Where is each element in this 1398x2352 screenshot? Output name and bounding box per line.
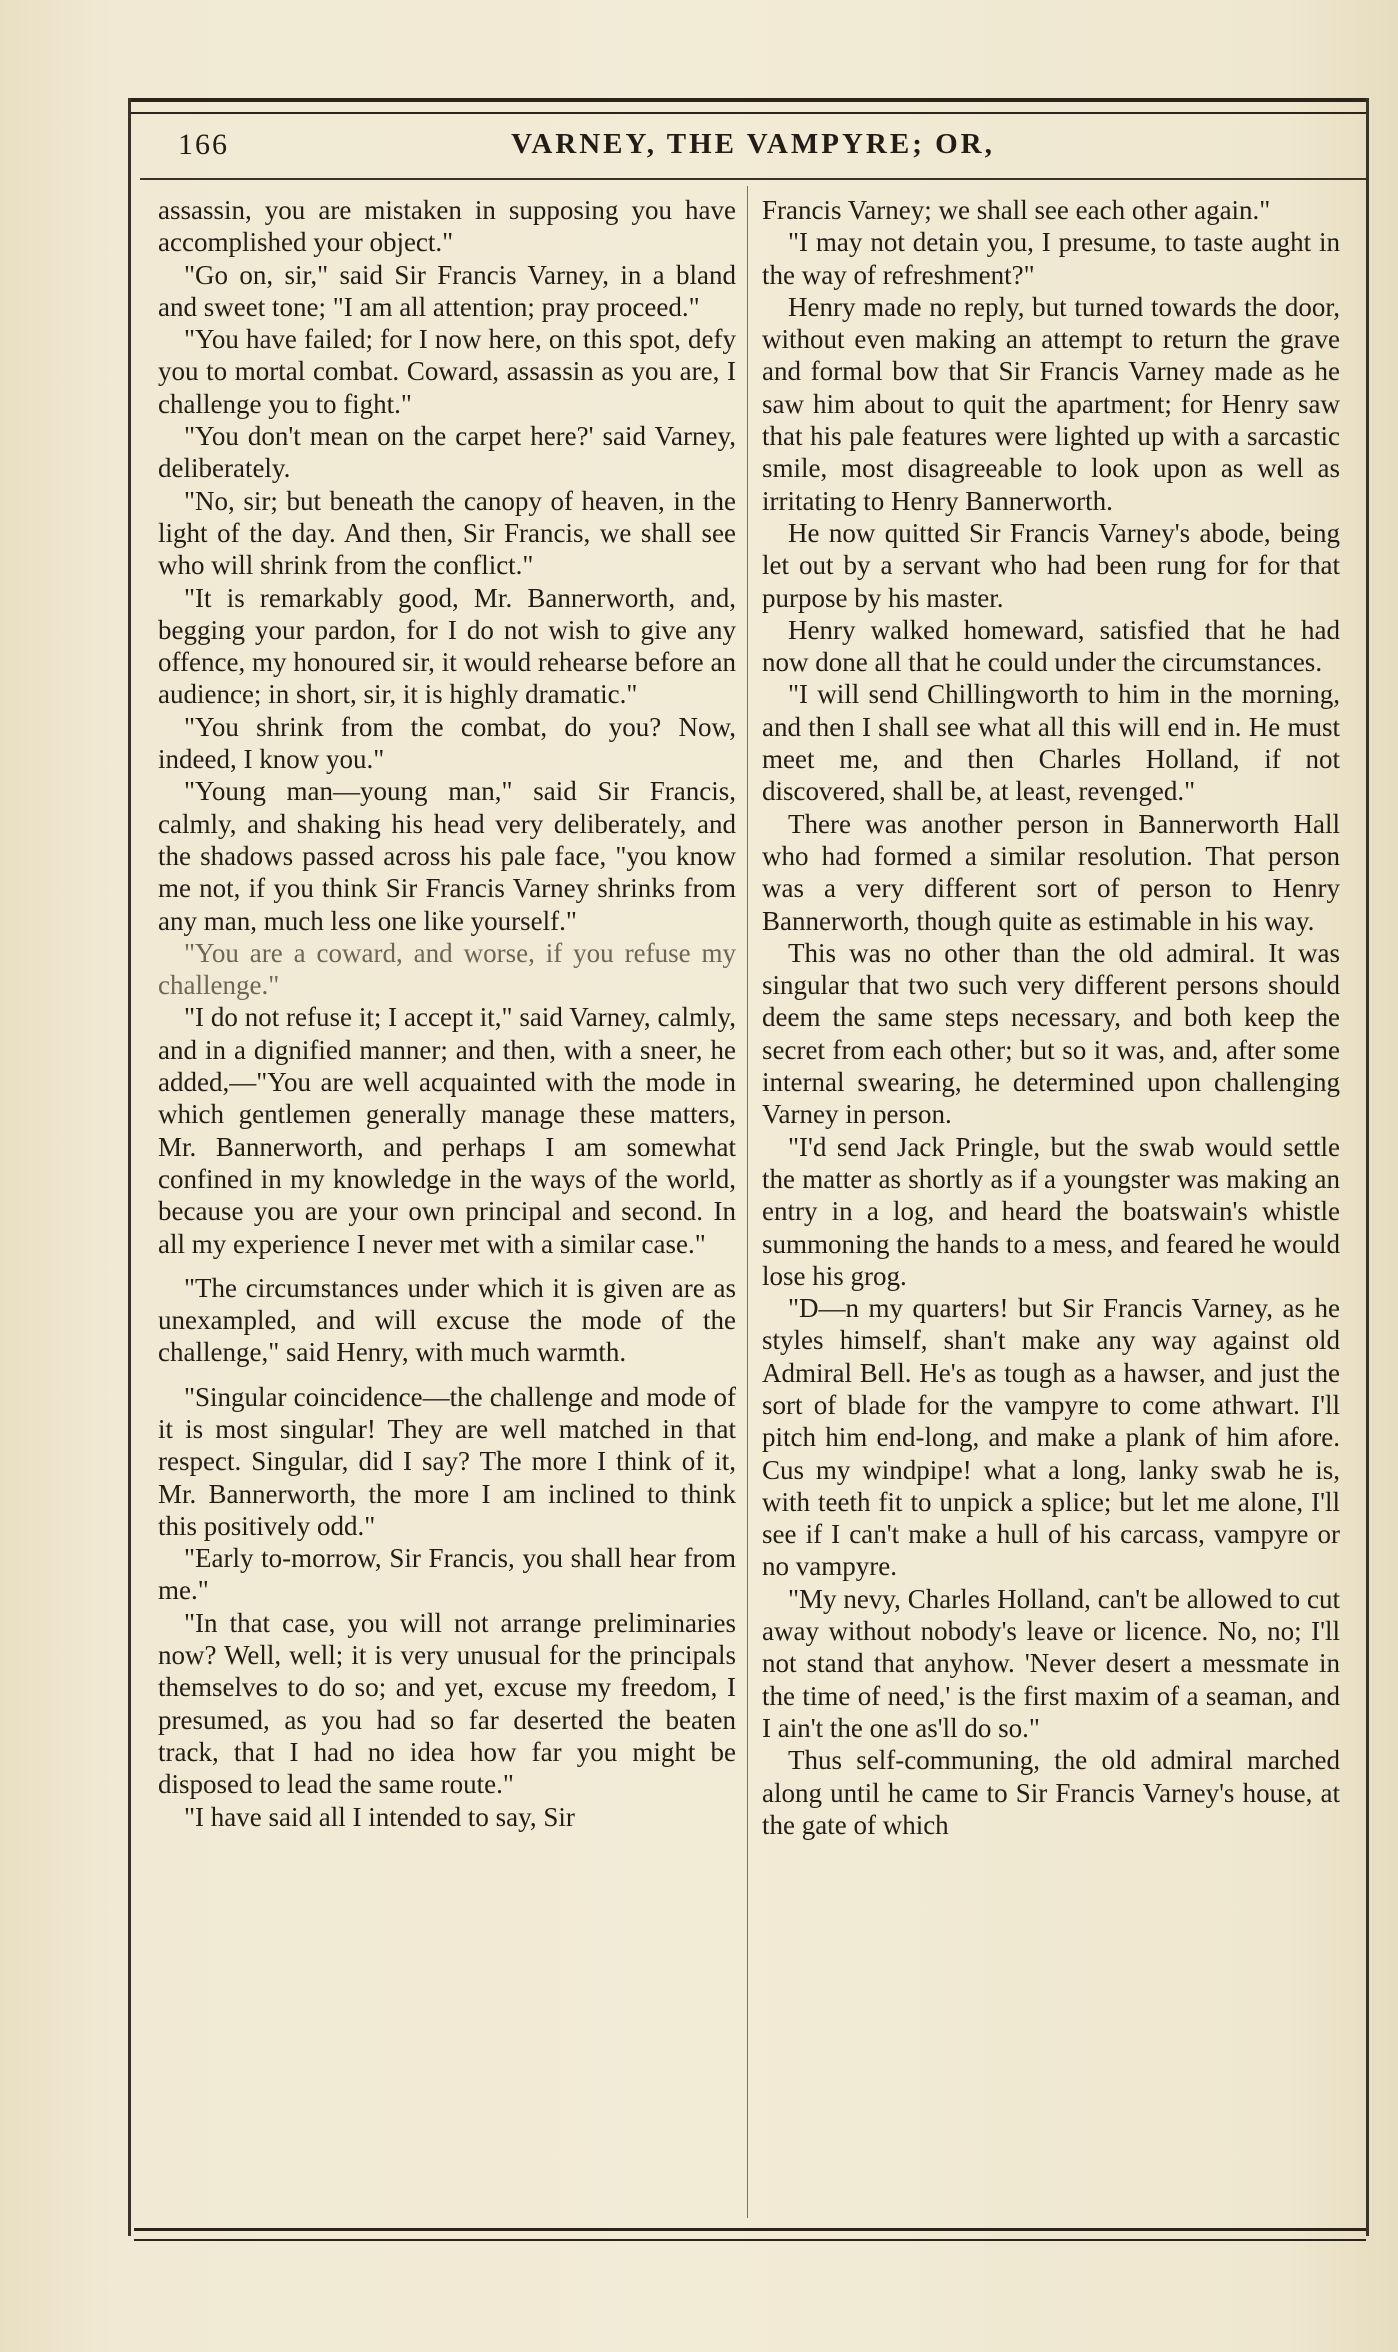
paragraph: "I'd send Jack Pringle, but the swab would settle the matter as shortly as if a youngster was making an entry in a log, and heard the boatswain's whistle summoning the hands to a mess, and feared he would lose his grog.	[762, 1131, 1340, 1291]
paragraph: assassin, you are mistaken in supposing you have accomplished your object."	[158, 195, 736, 258]
right-column	[762, 194, 1340, 1841]
paragraph: "You shrink from the combat, do you? Now, indeed, I know you."	[158, 711, 736, 775]
page-header	[178, 128, 1328, 168]
paragraph: "It is remarkably good, Mr. Bannerworth, and, begging your pardon, for I do not wish to give any offence, my honoured sir, it would rehearse before an audience; in short, sir, it is highly dramatic."	[158, 582, 736, 710]
paragraph: "Young man—young man," said Sir Francis, calmly, and shaking his head very deliberately, and the shadows passed across his pale face, "you know me not, if you think Sir Francis Varney shrinks from any man, much less one like yourself."	[158, 776, 736, 936]
paragraph: "D—n my quarters! but Sir Francis Varney, as he styles himself, shan't make any way against old Admiral Bell. He's as tough as a hawser, and just the sort of blade for the vampyre to come athwart. I'll pitch him end-long, and make a plank of him afore. Cus my windpipe! what a long, lanky swab he is, with teeth fit to unpick a splice; but let me alone, I'll see if I can't make a hull of his carcass, vampyre or no vampyre.	[762, 1293, 1340, 1582]
left-column	[158, 194, 736, 1833]
paragraph: "The circumstances under which it is given are as unexampled, and will excuse the mode of the challenge," said Henry, with much warmth.	[158, 1272, 736, 1368]
left-border-rule	[128, 98, 131, 2236]
top-border-rule	[128, 98, 1368, 114]
paragraph: This was no other than the old admiral. It was singular that two such very different persons should deem the same steps necessary, and both keep the secret from each other; but so it was, and, after some internal swearing, he determined upon challenging Varney in person.	[762, 937, 1340, 1130]
bottom-border-rule	[134, 2228, 1366, 2241]
page-number: 166	[178, 128, 229, 161]
paragraph: "You have failed; for I now here, on this spot, defy you to mortal combat. Coward, assassin as you are, I challenge you to fight."	[158, 324, 736, 419]
paragraph: "I have said all I intended to say, Sir	[184, 1801, 575, 1832]
column-divider	[747, 186, 748, 2218]
paragraph: "No, sir; but beneath the canopy of heaven, in the light of the day. And then, Sir Francis, we shall see who will shrink from the conflict."	[158, 485, 736, 581]
paragraph: "You are a coward, and worse, if you refuse my challenge."	[158, 937, 736, 1001]
paragraph: Henry made no reply, but turned towards the door, without even making an attempt to return the grave and formal bow that Sir Francis Varney made as he saw him about to quit the apartment; for Henry saw that his pale features were lighted up with a sarcastic smile, most disagreeable to look upon as well as irritating to Henry Bannerworth.	[762, 291, 1340, 516]
running-title: VARNEY, THE VAMPYRE; OR,	[511, 128, 995, 160]
paragraph: "I may not detain you, I presume, to taste aught in the way of refreshment?"	[762, 227, 1340, 290]
header-rule	[140, 178, 1366, 180]
paragraph: "Go on, sir," said Sir Francis Varney, in a bland and sweet tone; "I am all attention; pray proceed."	[158, 259, 736, 322]
paragraph: "I will send Chillingworth to him in the morning, and then I shall see what all this will end in. He must meet me, and then Charles Holland, if not discovered, shall be, at least, revenged."	[762, 679, 1340, 807]
paragraph: He now quitted Sir Francis Varney's abode, being let out by a servant who had been rung for for that purpose by his master.	[762, 517, 1340, 613]
paragraph: "In that case, you will not arrange preliminaries now? Well, well; it is very unusual for the principals themselves to do so; and yet, excuse my freedom, I presumed, as you had so far deserted the beaten track, that I had no idea how far you might be disposed to lead the same route."	[158, 1607, 736, 1800]
paragraph: Henry walked homeward, satisfied that he had now done all that he could under the circumstances.	[762, 614, 1340, 678]
paragraph: Francis Varney; we shall see each other again."	[762, 195, 1271, 225]
paragraph: "Early to-morrow, Sir Francis, you shall hear from me."	[158, 1543, 736, 1606]
paragraph: "Singular coincidence—the challenge and mode of it is most singular! They are well matched in that respect. Singular, did I say? The more I think of it, Mr. Bannerworth, the more I am inclined to think this positively odd."	[158, 1381, 736, 1541]
paragraph: Thus self-communing, the old admiral marched along until he came to Sir Francis Varney's house, at the gate of which	[762, 1745, 1340, 1840]
paragraph: "I do not refuse it; I accept it," said Varney, calmly, and in a dignified manner; and then, with a sneer, he added,—"You are well acquainted with the mode in which gentlemen generally manage these matters, Mr. Bannerworth, and perhaps I am somewhat confined in my knowledge in the ways of the world, because you are your own principal and second. In all my experience I never met with a similar case."	[158, 1002, 736, 1259]
paragraph: "You don't mean on the carpet here?' said Varney, deliberately.	[158, 421, 736, 484]
paragraph: There was another person in Bannerworth Hall who had formed a similar resolution. That person was a very different sort of person to Henry Bannerworth, though quite as estimable in his way.	[762, 808, 1340, 936]
right-border-rule	[1366, 98, 1369, 2236]
paragraph: "My nevy, Charles Holland, can't be allowed to cut away without nobody's leave or licence. No, no; I'll not stand that anyhow. 'Never desert a messmate in the time of need,' is the first maxim of a seaman, and I ain't the one as'll do so."	[762, 1583, 1340, 1743]
